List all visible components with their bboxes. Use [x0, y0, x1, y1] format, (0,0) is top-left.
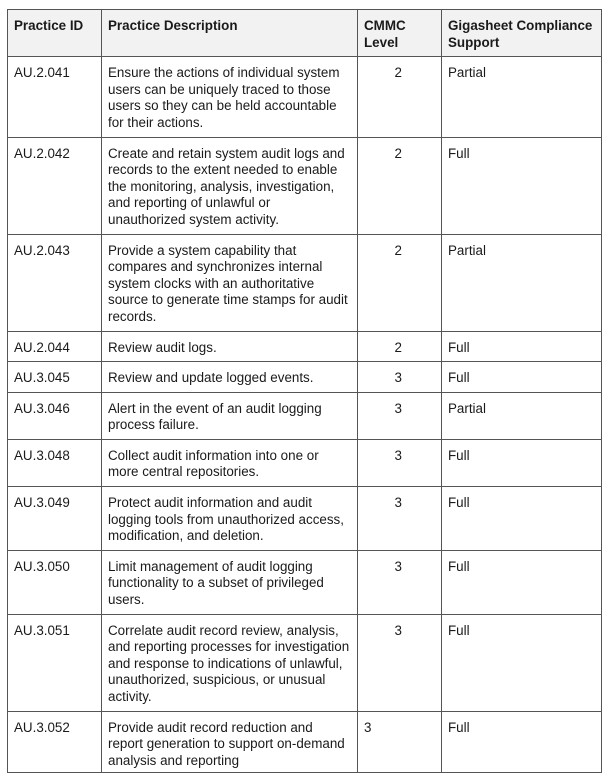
practice-description-cell: Correlate audit record review, analysis, and reporting processes for investigation and response to indications of unlawful, unauthorized, suspicious, or unusual activity.	[102, 614, 358, 711]
practice-id-cell: AU.3.052	[8, 711, 102, 773]
table-row	[8, 550, 602, 614]
cmmc-level-cell: 2	[358, 57, 442, 137]
practice-id-cell: AU.2.044	[8, 331, 102, 362]
table-row	[8, 711, 602, 773]
cmmc-level-cell: 2	[358, 137, 442, 234]
table-row	[8, 362, 602, 393]
practice-description-cell: Limit management of audit logging functionality to a subset of privileged users.	[102, 550, 358, 614]
practice-id-cell: AU.3.048	[8, 439, 102, 486]
practice-description-cell: Collect audit information into one or more central repositories.	[102, 439, 358, 486]
header-compliance-support: Gigasheet Compliance Support	[442, 10, 602, 57]
cmmc-level-cell: 3	[358, 362, 442, 393]
compliance-support-cell: Full	[442, 550, 602, 614]
compliance-support-cell: Full	[442, 711, 602, 773]
table-row	[8, 487, 602, 551]
cmmc-level-cell: 3	[358, 439, 442, 486]
practice-id-cell: AU.3.050	[8, 550, 102, 614]
table-row	[8, 57, 602, 137]
practice-description-cell: Review audit logs.	[102, 331, 358, 362]
table-row	[8, 331, 602, 362]
compliance-support-cell: Partial	[442, 234, 602, 331]
table-row	[8, 137, 602, 234]
compliance-support-cell: Full	[442, 137, 602, 234]
practice-id-cell: AU.3.051	[8, 614, 102, 711]
compliance-support-cell: Full	[442, 487, 602, 551]
practice-description-cell: Provide a system capability that compares and synchronizes internal system clocks with an authoritative source to generate time stamps for audit records.	[102, 234, 358, 331]
practice-id-cell: AU.2.041	[8, 57, 102, 137]
table-header	[8, 10, 602, 57]
practice-id-cell: AU.2.042	[8, 137, 102, 234]
cmmc-level-cell: 3	[358, 614, 442, 711]
practice-description-cell: Ensure the actions of individual system users can be uniquely traced to those users so they can be held accountable for their actions.	[102, 57, 358, 137]
compliance-support-cell: Full	[442, 614, 602, 711]
practice-id-cell: AU.2.043	[8, 234, 102, 331]
practice-description-cell: Alert in the event of an audit logging process failure.	[102, 392, 358, 439]
header-cmmc-level: CMMC Level	[358, 10, 442, 57]
cmmc-level-cell: 3	[358, 487, 442, 551]
cmmc-practices-table	[7, 9, 602, 773]
practice-id-cell: AU.3.045	[8, 362, 102, 393]
cmmc-level-cell: 3	[358, 711, 442, 773]
table-row	[8, 392, 602, 439]
table-body	[8, 57, 602, 773]
cmmc-level-cell: 3	[358, 392, 442, 439]
table-row	[8, 614, 602, 711]
cmmc-level-cell: 3	[358, 550, 442, 614]
compliance-support-cell: Full	[442, 439, 602, 486]
compliance-support-cell: Partial	[442, 57, 602, 137]
compliance-support-cell: Full	[442, 362, 602, 393]
practice-description-cell: Review and update logged events.	[102, 362, 358, 393]
practice-description-cell: Protect audit information and audit logging tools from unauthorized access, modification, and deletion.	[102, 487, 358, 551]
header-practice-description: Practice Description	[102, 10, 358, 57]
header-practice-id: Practice ID	[8, 10, 102, 57]
cmmc-level-cell: 2	[358, 331, 442, 362]
compliance-support-cell: Full	[442, 331, 602, 362]
header-row	[8, 10, 602, 57]
practice-id-cell: AU.3.046	[8, 392, 102, 439]
practice-description-cell: Provide audit record reduction and report generation to support on-demand analysis and reporting	[102, 711, 358, 773]
practice-description-cell: Create and retain system audit logs and records to the extent needed to enable the monitoring, analysis, investigation, and reporting of unlawful or unauthorized system activity.	[102, 137, 358, 234]
cmmc-level-cell: 2	[358, 234, 442, 331]
practice-id-cell: AU.3.049	[8, 487, 102, 551]
table-row	[8, 439, 602, 486]
compliance-support-cell: Partial	[442, 392, 602, 439]
table-row	[8, 234, 602, 331]
